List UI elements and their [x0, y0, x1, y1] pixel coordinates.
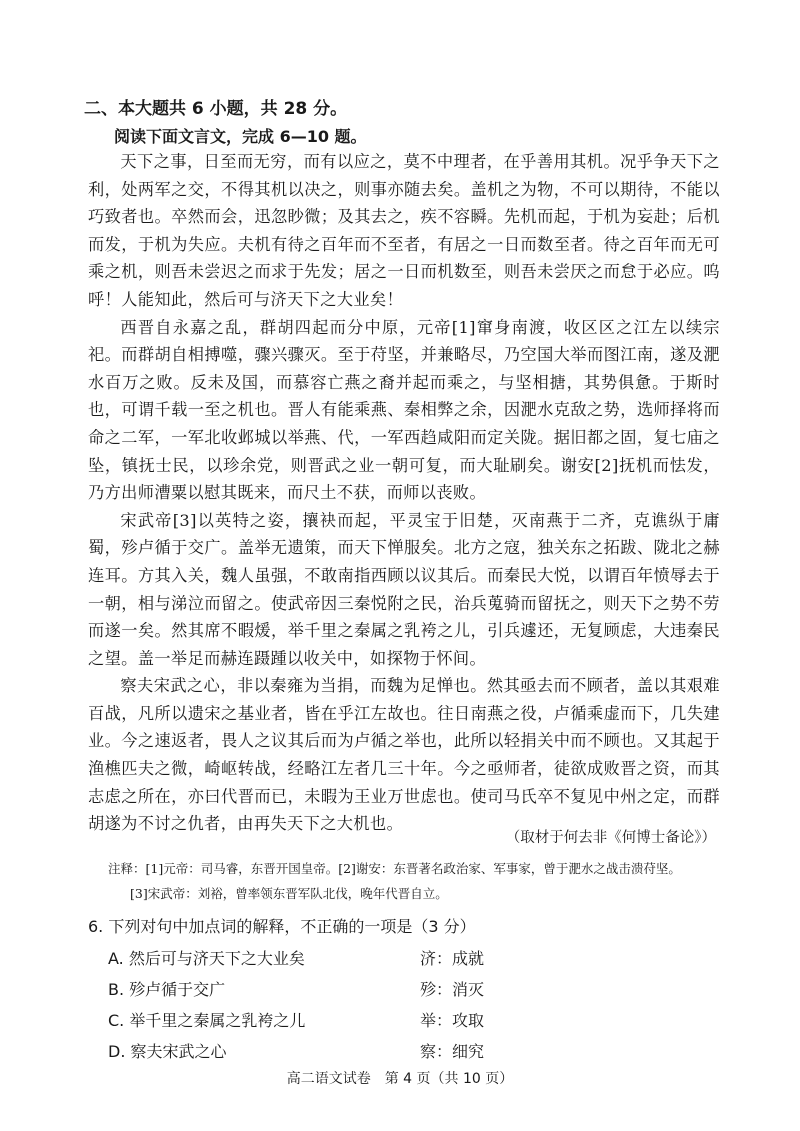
- option-b-text: B. 殄卢循于交广: [108, 980, 226, 999]
- classical-chinese-passage: [88, 148, 720, 838]
- option-d-explanation: 察：细究: [420, 1042, 485, 1061]
- passage-paragraph-4: 察夫宋武之心，非以秦雍为当捐，而魏为足惮也。然其亟去而不顾者，盖以其艰难百战，凡所以遗宋之基业者，皆在乎江左故也。往日南燕之役，卢循乘虚而下，几失建业。今之速返者，畏人之议其后而为卢循之举也，此所以轻捐关中而不顾也。又其起于渔樵匹夫之微，崎岖转战，经略江左者几三十年。今之亟师者，徒欲成败晋之资，而其志虑之所在，亦曰代晋而已，未暇为王业万世虑也。使司马氏卒不复见中州之定，而群胡遂为不讨之仇者，由再失天下之大机也。: [88, 676, 720, 834]
- option-c: [108, 1004, 668, 1035]
- option-b-explanation: 殄：消灭: [420, 980, 485, 999]
- section-title: 二、本大题共 6 小题，共 28 分。: [84, 99, 348, 119]
- passage-paragraph-3: 宋武帝[3]以英特之姿，攘袂而起，平灵宝于旧楚，灭南燕于二齐，克谯纵于庸蜀，殄卢循于交广。盖举无遗策，而天下惮服矣。北方之寇，独关东之拓跋、陇北之赫连耳。方其入关，魏人虽强，不敢南指西顾以议其后。而秦民大悦，以谓百年愤辱去于一朝，相与涕泣而留之。使武帝因三秦悦附之民，治兵蒐骑而留抚之，则天下之势不劳而遂一矣。然其席不暇煖，举千里之秦属之乳袴之儿，引兵遽还，无复顾虑，大违秦民之望。盖一举足而赫连蹑踵以收关中，如探物于怀间。: [88, 510, 720, 668]
- option-a: [108, 942, 668, 973]
- annotations: [108, 856, 748, 906]
- option-d: [108, 1035, 668, 1066]
- annotation-line-2: [3]宋武帝：刘裕，曾率领东晋军队北伐，晚年代晋自立。: [130, 886, 448, 901]
- option-a-explanation: 济：成就: [420, 949, 485, 968]
- question-6-options: [108, 942, 668, 1066]
- reading-instruction: 阅读下面文言文，完成 6—10 题。: [114, 127, 367, 146]
- passage-source: （取材于何去非《何博士备论》）: [505, 830, 716, 846]
- annotation-line-1: 注释：[1]元帝：司马睿，东晋开国皇帝。[2]谢安：东晋著名政治家、军事家，曾于淝水之战击溃苻坚。: [108, 861, 681, 876]
- option-d-text: D. 察夫宋武之心: [108, 1042, 227, 1061]
- passage-paragraph-2: 西晋自永嘉之乱，群胡四起而分中原，元帝[1]窜身南渡，收区区之江左以续宗祀。而群胡自相搏噬，骤兴骤灭。至于苻坚，并兼略尽，乃空国大举而图江南，遂及淝水百万之败。反未及国，而慕容亡燕之裔并起而乘之，与坚相搪，其势俱惫。于斯时也，可谓千载一至之机也。晋人有能乘燕、秦相弊之余，因淝水克敌之势，选师择将而命之二军，一军北收邺城以举燕、代，一军西趋咸阳而定关陇。据旧都之固，复七庙之坠，镇抚士民，以珍余党，则晋武之业一朝可复，而大耻刷矣。谢安[2]抚机而怯发，乃方出师漕粟以慰其既来，而尺土不获，而师以丧败。: [88, 317, 720, 503]
- page-footer: 高二语文试卷 第 4 页（共 10 页）: [286, 1071, 514, 1087]
- option-c-text: C. 举千里之秦属之乳袴之儿: [108, 1011, 306, 1030]
- option-b: [108, 973, 668, 1004]
- option-c-explanation: 举：攻取: [420, 1011, 485, 1030]
- option-a-text: A. 然后可与济天下之大业矣: [108, 949, 305, 968]
- question-6-stem: 6. 下列对句中加点词的解释，不正确的一项是（3 分）: [88, 917, 476, 936]
- passage-paragraph-1: 天下之事，日至而无穷，而有以应之，莫不中理者，在乎善用其机。况乎争天下之利，处两军之交，不得其机以决之，则事亦随去矣。盖机之为物，不可以期待，不能以巧致者也。卒然而会，迅忽眇微；及其去之，疾不容瞬。先机而起，于机为妄赴；后机而发，于机为失应。夫机有待之百年而不至者，有居之一日而数至者。待之百年而无可乘之机，则吾未尝迟之而求于先发；居之一日而机数至，则吾未尝厌之而怠于必应。呜呼！人能知此，然后可与济天下之大业矣！: [88, 152, 720, 309]
